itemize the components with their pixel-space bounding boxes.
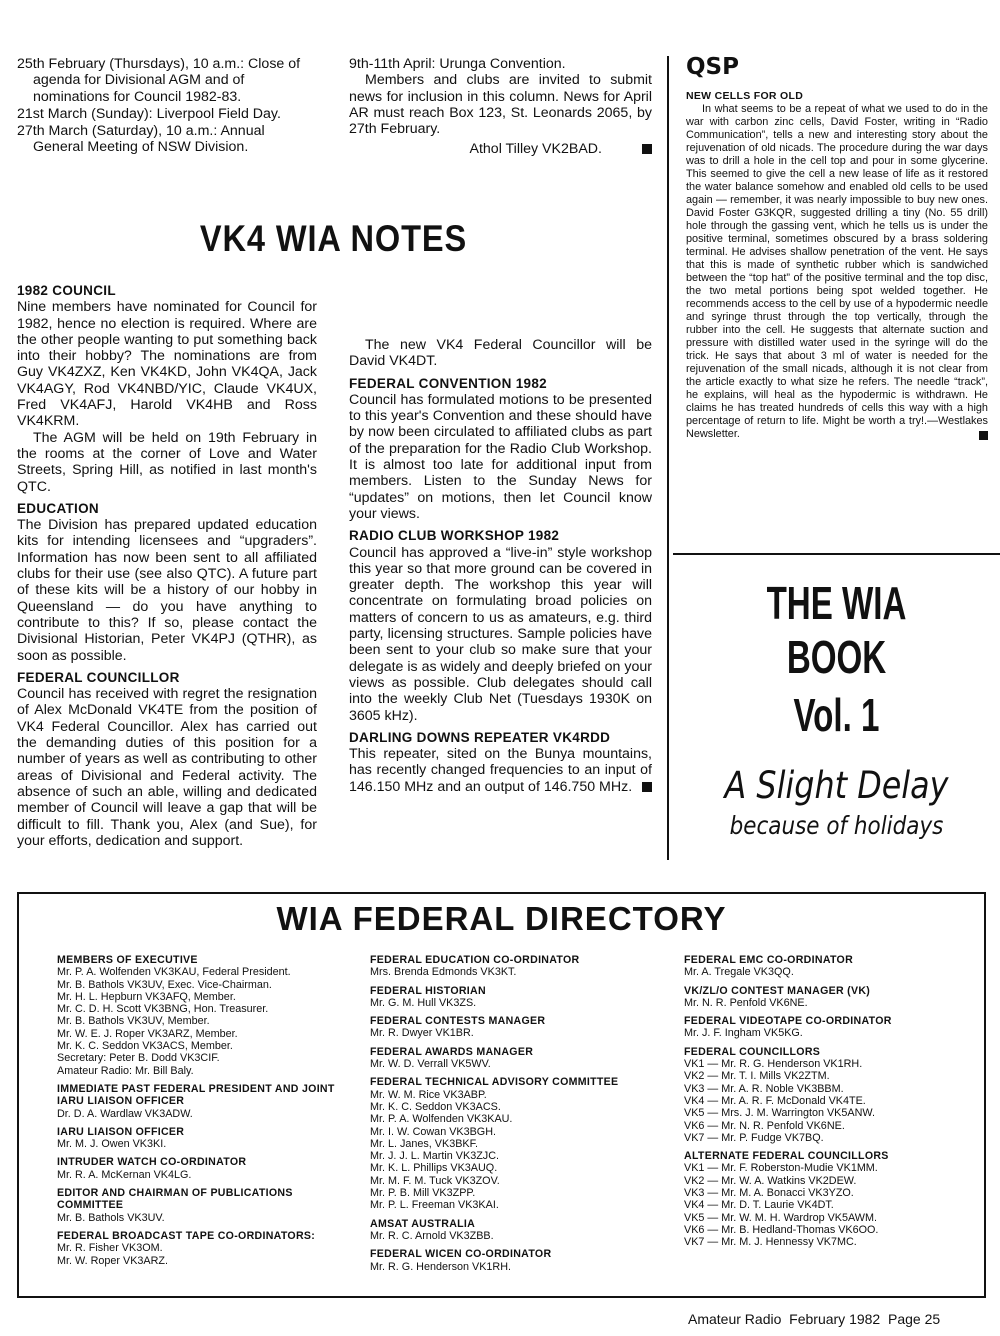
directory-section-heading: VK/ZL/O CONTEST MANAGER (VK) (684, 984, 871, 997)
repeater-heading: DARLING DOWNS REPEATER VK4RDD (349, 729, 611, 745)
directory-section-heading: FEDERAL CONTESTS MANAGER (370, 1015, 546, 1028)
directory-entry: Secretary: Peter B. Dodd VK3CIF. (57, 1052, 220, 1065)
directory-section-heading: INTRUDER WATCH CO-ORDINATOR (57, 1156, 247, 1169)
directory-column-2 (370, 954, 670, 1273)
qsp-heading: NEW CELLS FOR OLD (686, 90, 804, 102)
directory-section-heading: ALTERNATE FEDERAL COUNCILLORS (684, 1150, 889, 1163)
agm-paragraph: The AGM will be held on 19th February in the rooms at the corner of Love and Water Streets, Spring Hill, as notified in last month's QTC. (17, 429, 317, 495)
directory-section-heading: FEDERAL AWARDS MANAGER (370, 1045, 534, 1058)
directory-entry: Mr. M. F. M. Tuck VK3ZOV. (370, 1174, 500, 1187)
education-paragraph: The Division has prepared updated education kits for intending licensees and “upgraders”. Information has now been sent to all affiliated clubs for their use (see also QTC). A future part of these kits will be a history of our hobby in Queensland — do you have anything to contribute to this? If so, please contact the Divisional Historian, Peter VK4PJ (QTHR), as soon as possible. (17, 517, 317, 664)
directory-section-heading: MEMBERS OF EXECUTIVE (57, 954, 198, 966)
directory-section-heading: FEDERAL BROADCAST TAPE CO-ORDINATORS: (57, 1229, 316, 1242)
qsp-column (686, 90, 988, 441)
directory-entry: VK7 — Mr. P. Fudge VK7BQ. (684, 1131, 824, 1144)
directory-entry: VK1 — Mr. R. G. Henderson VK1RH. (684, 1058, 863, 1071)
directory-entry: Mr. R. A. McKernan VK4LG. (57, 1168, 192, 1181)
directory-entry: VK2 — Mr. T. I. Mills VK2ZTM. (684, 1070, 830, 1083)
directory-entry: Mr. P. L. Freeman VK3KAI. (370, 1199, 499, 1212)
event-item: 21st March (Sunday): Liverpool Field Day. (17, 105, 281, 122)
federal-councillor-heading: FEDERAL COUNCILLOR (17, 669, 180, 685)
directory-section-heading: FEDERAL COUNCILLORS (684, 1045, 821, 1058)
directory-section-heading: FEDERAL EDUCATION CO-ORDINATOR (370, 954, 580, 966)
directory-entry: Mr. M. J. Owen VK3KI. (57, 1138, 167, 1151)
workshop-heading: RADIO CLUB WORKSHOP 1982 (349, 528, 560, 544)
directory-entry: Mr. B. Bathols VK3UV, Member. (57, 1015, 210, 1028)
directory-section-heading: EDITOR AND CHAIRMAN OF PUBLICATIONS COMMITTEE (57, 1187, 293, 1212)
directory-column-3 (684, 954, 974, 1249)
directory-entry: Mrs. Brenda Edmonds VK3KT. (370, 966, 517, 979)
directory-entry: VK5 — Mrs. J. M. Warrington VK5ANW. (684, 1107, 875, 1120)
end-mark (642, 782, 652, 792)
directory-section-heading: IARU LIAISON OFFICER (57, 1125, 185, 1138)
directory-entry: Mr. P. B. Mill VK3ZPP. (370, 1187, 476, 1200)
directory-section-heading: FEDERAL EMC CO-ORDINATOR (684, 954, 854, 966)
news-notice: Members and clubs are invited to submit news for inclusion in this column. News for April AR must reach Box 123, St. Leonards 2065, by 27th February. (349, 72, 652, 138)
book-reason: because of holidays (729, 811, 944, 840)
directory-entry: VK2 — Mr. W. A. Watkins VK2DEW. (684, 1174, 857, 1187)
directory-entry: VK5 — Mr. W. M. H. Wardrop VK5AWM. (684, 1211, 877, 1224)
directory-entry: VK1 — Mr. F. Roberston-Mudie VK1MM. (684, 1162, 878, 1175)
directory-entry: VK4 — Mr. D. T. Laurie VK4DT. (684, 1199, 834, 1212)
directory-entry: VK6 — Mr. B. Hedland-Thomas VK6OO. (684, 1223, 879, 1236)
book-volume: Vol. 1 (793, 689, 880, 741)
directory-section-heading: FEDERAL TECHNICAL ADVISORY COMMITTEE (370, 1076, 619, 1089)
directory-entry: Mr. R. C. Arnold VK3ZBB. (370, 1229, 494, 1242)
book-title: THE WIA BOOK (766, 577, 907, 683)
event-item: 9th-11th April: Urunga Convention. (349, 56, 566, 72)
education-heading: EDUCATION (17, 500, 99, 516)
end-mark (979, 431, 988, 440)
directory-entry: Mr. W. D. Verrall VK5WV. (370, 1058, 491, 1071)
directory-section-heading: FEDERAL VIDEOTAPE CO-ORDINATOR (684, 1015, 892, 1028)
directory-entry: Mr. W. Roper VK3ARZ. (57, 1254, 168, 1267)
directory-entry: Mr. C. D. H. Scott VK3BNG, Hon. Treasurer. (57, 1003, 269, 1016)
book-delay: A Slight Delay (724, 764, 949, 807)
directory-entry: Mr. A. Tregale VK3QQ. (684, 966, 794, 979)
qsp-title: QSP (686, 54, 739, 80)
directory-entry: Mr. P. A. Wolfenden VK3KAU, Federal President. (57, 966, 291, 979)
directory-entry: Dr. D. A. Wardlaw VK3ADW. (57, 1107, 193, 1120)
vk4-column-1 (17, 283, 317, 849)
directory-entry: Mr. K. C. Seddon VK3ACS, Member. (57, 1040, 233, 1053)
vk4-column-2 (349, 283, 652, 795)
qsp-body: In what seems to be a repeat of what we used to do in the war with carbon zinc cells, David Foster, writing in “Radio Communication”, tells a new and interesting story about the rejuvenation of old nicads. The procedure during the war days was to drill a hole in the cell top and pour in some glycerine. This seemed to give the cell a new lease of life as it restored the water balance somehow and enabled old cells to be used again — remember, it was nearly impossible to buy new ones. David Foster G3KQR, suggested drilling a tiny (No. 55 drill) hole through the gassing vent, which he tells us is under the positive terminal, sometimes obscured by a brass soldering terminal. He advises shallow penetration of the vent. He says that this is made of synthetic rubber which is sandwiched between the “top hat” of the positive terminal and the top disc, the two metal portions being spot welded together. He recommends access to the cell by use of a hypodermic needle and syringe thrust through the top vertically, through the rubber into the cell. He suggests that alternate suction and pressure with distilled water used in the syringe will do the trick. He says that about 3 ml of water is needed for the rejuvenation of the small nicads, although it is not clear from the article exactly to what size he refers. The needle “track”, he explains, will heal as the hypodermic is withdrawn. He claims he has treated hundreds of cells this way with a high percentage of return to life. Might be worth a try!.—Westlakes Newsletter. (686, 103, 988, 440)
convention-paragraph: Council has formulated motions to be presented to this year's Convention and these should have by now been circulated to affiliated clubs as part of the preparation for the Radio Club Workshop. It is almost too late for additional input from members. Listen to the Sunday News for “updates” on motions, then let Council know your views. (349, 391, 652, 522)
directory-entry: Mr. K. L. Phillips VK3AUQ. (370, 1162, 498, 1175)
directory-entry: Mr. R. Dwyer VK1BR. (370, 1027, 474, 1040)
directory-entry: Mr. W. M. Rice VK3ABP. (370, 1088, 487, 1101)
directory-entry: Amateur Radio: Mr. Bill Baly. (57, 1064, 194, 1077)
wia-book-notice (673, 576, 1000, 840)
directory-entry: Mr. R. Fisher VK3OM. (57, 1242, 163, 1255)
events-left (17, 56, 317, 157)
repeater-paragraph: This repeater, sited on the Bunya mountains, has recently changed frequencies to an input of 146.150 MHz and an output of 146.750 MHz. (349, 746, 652, 795)
events-right (349, 56, 652, 158)
new-councillor-paragraph: The new VK4 Federal Councillor will be David VK4DT. (349, 337, 652, 370)
directory-entry: VK7 — Mr. M. J. Hennessy VK7MC. (684, 1236, 857, 1249)
directory-entry: Mr. B. Bathols VK3UV. (57, 1211, 165, 1224)
directory-title: WIA FEDERAL DIRECTORY (276, 900, 727, 937)
directory-entry: Mr. G. M. Hull VK3ZS. (370, 996, 477, 1009)
directory-entry: Mr. K. C. Seddon VK3ACS. (370, 1100, 501, 1113)
directory-entry: Mr. R. G. Henderson VK1RH. (370, 1260, 512, 1273)
convention-heading: FEDERAL CONVENTION 1982 (349, 375, 547, 391)
directory-entry: Mr. W. E. J. Roper VK3ARZ, Member. (57, 1027, 238, 1040)
council-heading: 1982 COUNCIL (17, 283, 116, 298)
directory-entry: Mr. H. L. Hepburn VK3AFQ, Member. (57, 990, 236, 1003)
directory-entry: Mr. L. Janes, VK3BKF. (370, 1137, 479, 1150)
directory-section-heading: IMMEDIATE PAST FEDERAL PRESIDENT AND JOINT IARU LIAISON OFFICER (57, 1082, 335, 1108)
directory-section-heading: FEDERAL HISTORIAN (370, 984, 486, 997)
directory-column-1 (57, 954, 357, 1267)
section-rule (673, 553, 1000, 555)
directory-entry: Mr. P. A. Wolfenden VK3KAU. (370, 1113, 513, 1126)
signature: Athol Tilley VK2BAD. (349, 141, 652, 157)
end-mark (642, 144, 652, 154)
directory-section-heading: AMSAT AUSTRALIA (370, 1217, 476, 1230)
directory-entry: Mr. N. R. Penfold VK6NE. (684, 996, 808, 1009)
directory-entry: Mr. J. J. L. Martin VK3ZJC. (370, 1150, 499, 1163)
council-paragraph: Nine members have nominated for Council for 1982, hence no election is required. Where are the other people wanting to put something back into their hobby? The nominations are from Guy VK4ZXZ, Ken VK4KD, John VK4QA, Jack VK4AGY, Rod VK4NBD/YIC, Claude VK4UX, Fred VK4AFJ, Harold VK4HB and Ross VK4KRM. (17, 299, 317, 430)
column-rule (667, 56, 669, 860)
directory-entry: VK4 — Mr. A. R. F. McDonald VK4TE. (684, 1094, 866, 1107)
directory-entry: VK3 — Mr. M. A. Bonacci VK3YZO. (684, 1187, 854, 1200)
event-item: 27th March (Saturday), 10 a.m.: Annual General Meeting of NSW Division. (17, 123, 265, 156)
workshop-paragraph: Council has approved a “live-in” style workshop this year so that more ground can be covered in greater depth. The workshop this year will concentrate on formulating broad policies on matters of concern to us as amateurs, e.g. third party, licensing structures. Sample policies have been sent to your club so make sure that your delegate is as widely and deeply briefed on your views as possible. Club delegates should call into the weekly Club Net (Tuesdays 1930K on 3605 kHz). (349, 544, 652, 724)
directory-section-heading: FEDERAL WICEN CO-ORDINATOR (370, 1248, 552, 1261)
page-footer: Amateur Radio February 1982 Page 25 (688, 1311, 941, 1327)
directory-entry: VK6 — Mr. N. R. Penfold VK6NE. (684, 1119, 845, 1132)
federal-councillor-paragraph: Council has received with regret the resignation of Alex McDonald VK4TE from the position of VK4 Federal Councillor. Alex has carried out the demanding duties of this position for a number of years as well as contributing to other areas of Divisional and Federal activity. The absence of such an able, willing and dedicated member of Council will leave a gap that will be difficult to fill. Thank you, Alex (and Sue), for your efforts, dedication and support. (17, 686, 317, 849)
federal-directory (17, 892, 986, 1298)
vk4-title: VK4 WIA NOTES (199, 218, 468, 259)
event-item: 25th February (Thursdays), 10 a.m.: Close of agenda for Divisional AGM and of nominations for Council 1982-83. (17, 56, 301, 105)
directory-entry: Mr. B. Bathols VK3UV, Exec. Vice-Chairman. (57, 978, 272, 991)
directory-entry: Mr. J. F. Ingham VK5KG. (684, 1027, 803, 1040)
directory-entry: Mr. I. W. Cowan VK3BGH. (370, 1125, 496, 1138)
directory-entry: VK3 — Mr. A. R. Noble VK3BBM. (684, 1082, 844, 1095)
